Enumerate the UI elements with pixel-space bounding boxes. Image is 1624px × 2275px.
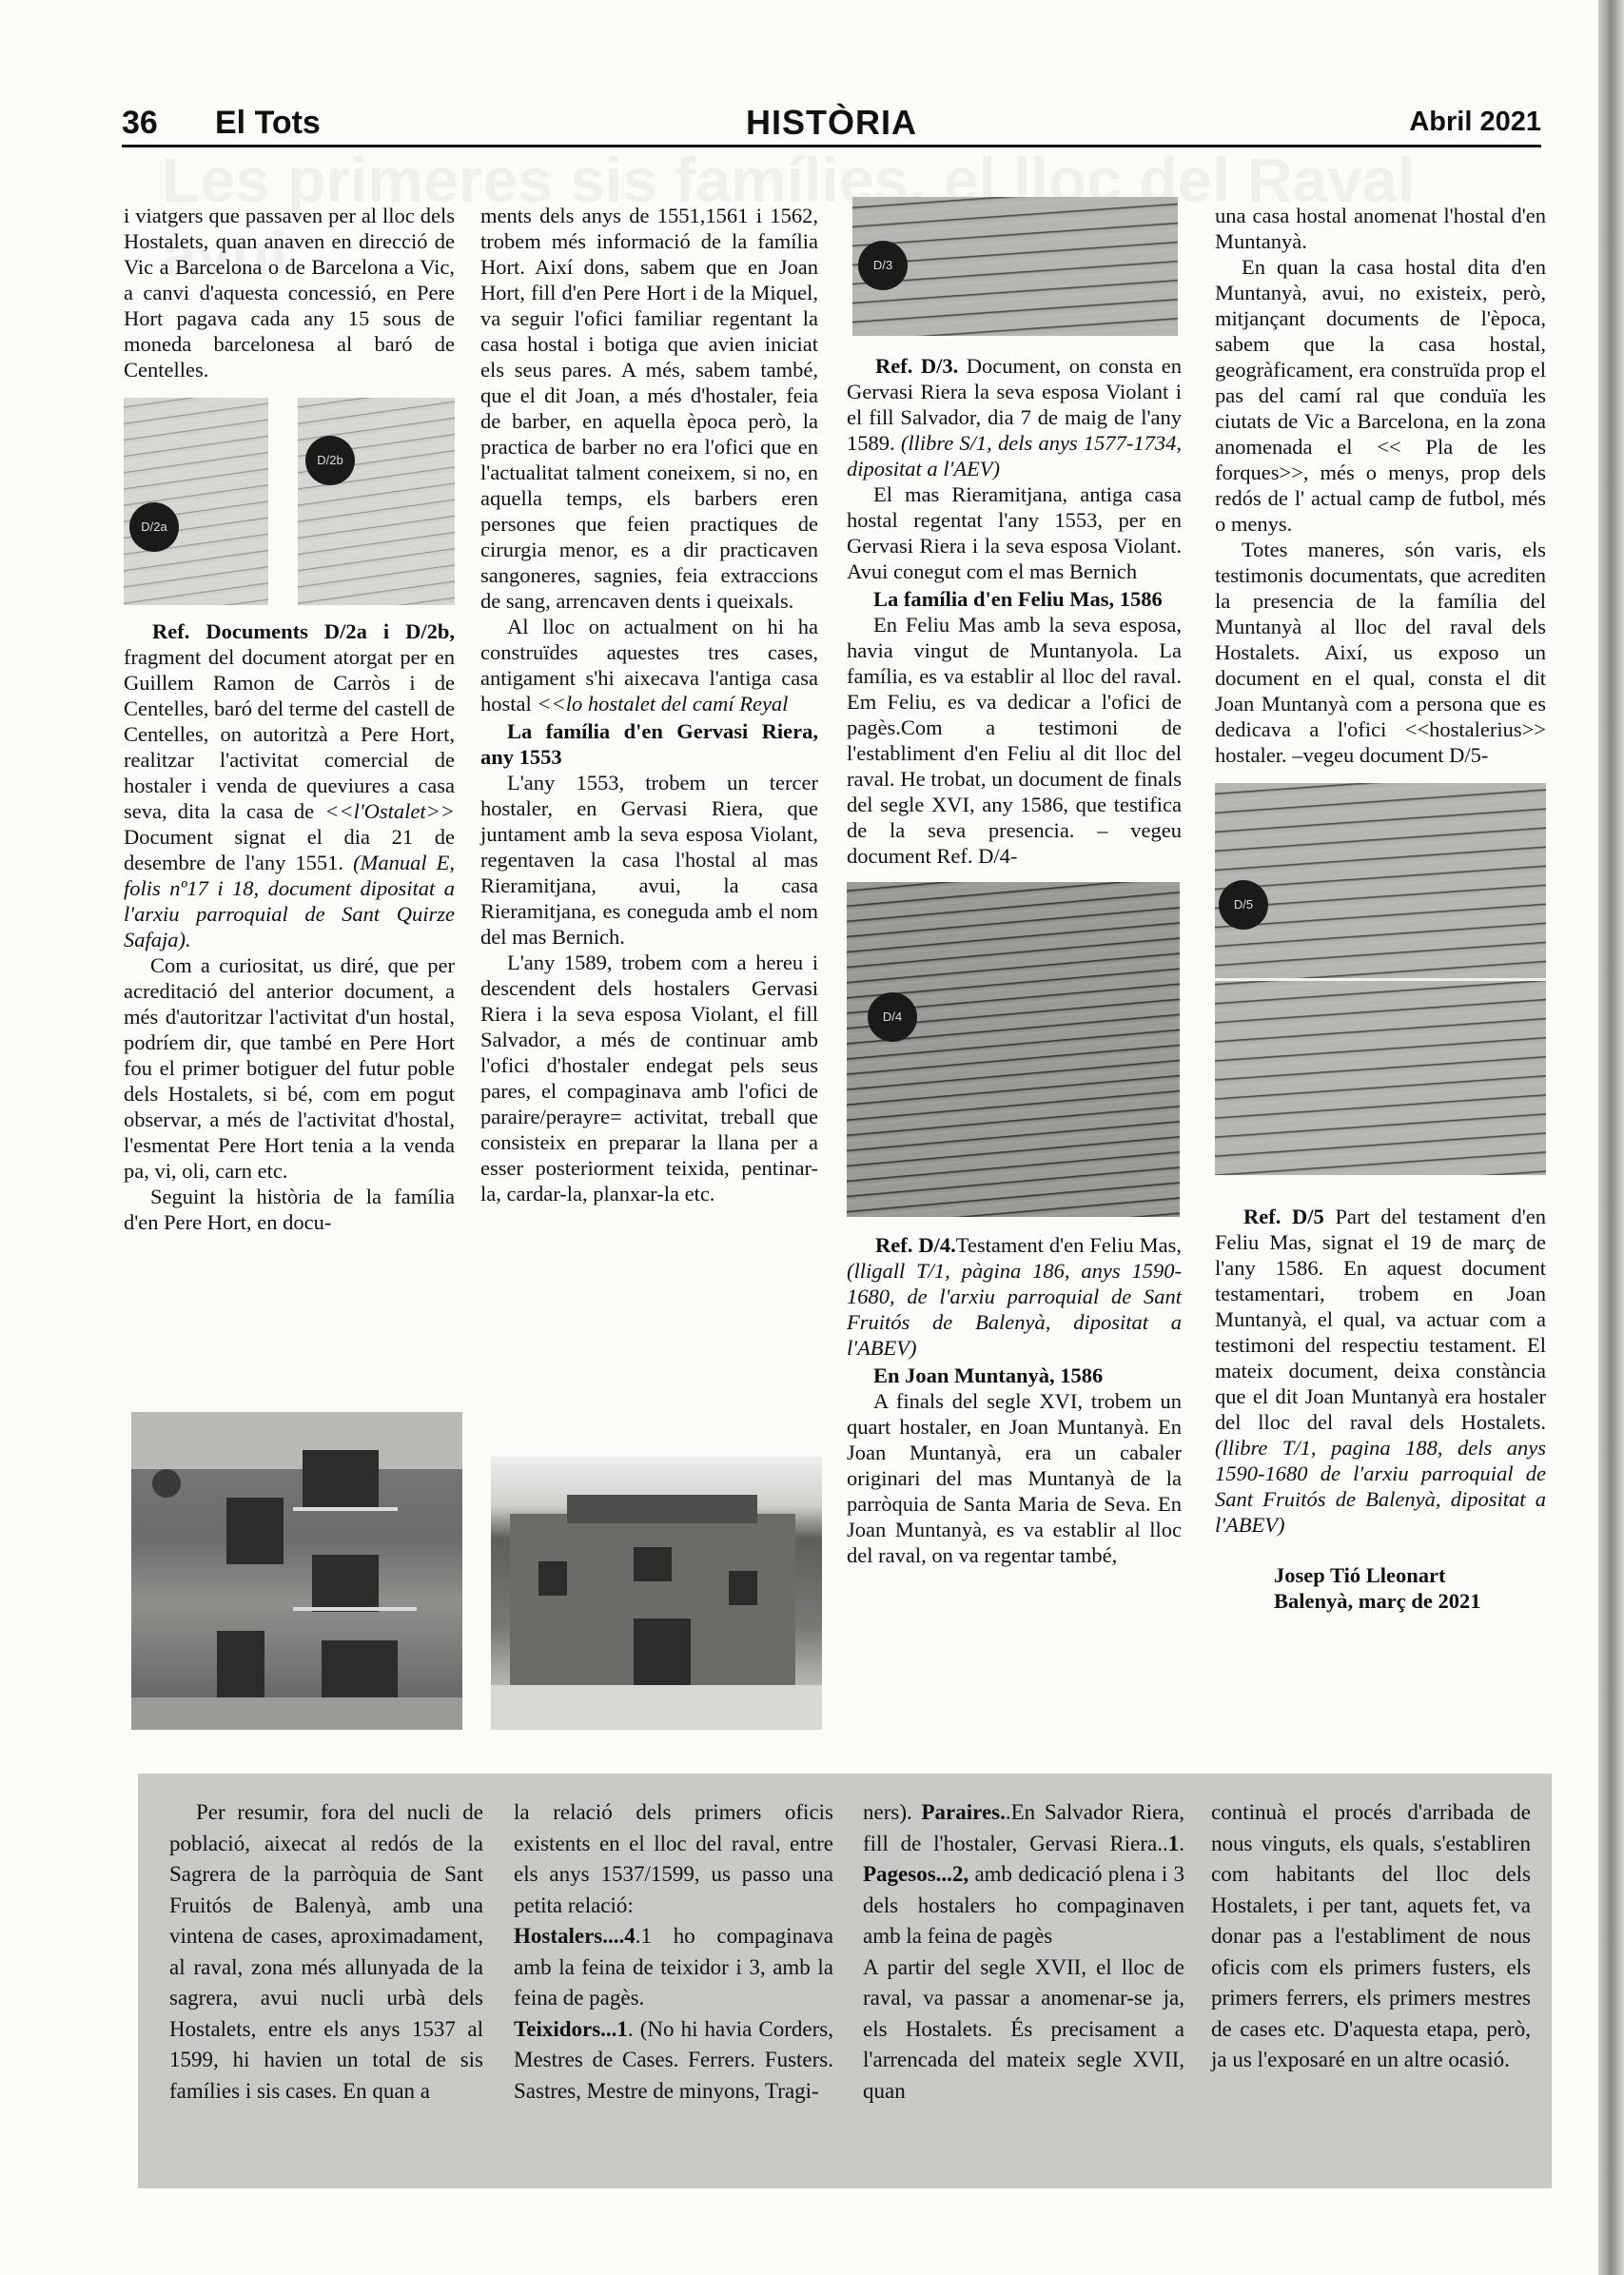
image-caption: Ref. D/4.Testament d'en Feliu Mas, (lligall T/1, pàgina 186, anys 1590-1680, de l'arxiu parroquial de Sant Fruitós de Balenyà, dipositat a l'ABEV): [847, 1233, 1182, 1360]
image-badge: D/2b: [305, 436, 355, 485]
document-d3-image: [852, 197, 1178, 336]
section-heading: La família d'en Gervasi Riera, any 1553: [480, 719, 818, 769]
paragraph: A partir del segle XVII, el lloc de raval, va passar a anomenar-se ja, els Hostalets. És precisament a l'arrencada del mateix segle XVII, quan: [863, 1954, 1184, 2103]
document-d2b-image: [298, 398, 455, 605]
author-place-date: Balenyà, març de 2021: [1274, 1589, 1481, 1613]
paragraph: El mas Rieramitjana, antiga casa hostal regentat l'any 1553, per en Gervasi Riera i la seva esposa Violant. Avui conegut com el mas Bernich: [847, 482, 1182, 583]
image-caption: Ref. Documents D/2a i D/2b, fragment del document atorgat per en Guillem Ramon de Carròs i de Centelles, baró del terme del castell de Centelles, on autoritzà a Pere Hort, realitzar l'activitat comercial de hostaler i venda de queviures a casa seva, dita la casa de <<l'Ostalet>> Document signat el dia 21 de desembre de l'any 1551. (Manual E, folis nº17 i 18, document dipositat a l'arxiu parroquial de Sant Quirze Safaja).: [124, 619, 455, 951]
magazine-spine: [1598, 0, 1624, 2275]
paragraph: L'any 1553, trobem un tercer hostaler, en Gervasi Riera, que juntament amb la seva esposa Violant, regentaven la casa l'hostal al mas Rieramitjana, avui, la casa Rieramitjana, es coneguda amb el nom del mas Bernich.: [480, 771, 818, 949]
image-badge: D/2a: [129, 502, 179, 552]
paragraph: L'any 1589, trobem com a hereu i descendent dels hostalers Gervasi Riera i la seva esposa Violant, el fill Salvador, a més de continuar amb l'ofici d'hostaler endegat pels seus pares, el compaginava amb l'ofici de paraire/perayre= activitat, treball que consisteix en preparar la llana per a esser posteriorment teixida, pentinar-la, cardar-la, planxar-la etc.: [480, 951, 818, 1206]
summary-column-1: [169, 1797, 483, 2107]
paragraph: En Feliu Mas amb la seva esposa, havia vingut de Muntanyola. La família, es va establir al lloc del raval. Em Feliu, es va dedicar a l'ofici de pagès.Com a testimoni de l'establiment d'en Feliu al dit lloc del raval. He trobat, un document de finals del segle XVI, any 1586, que testifica de la seva presencia. – vegeu document Ref. D/4-: [847, 613, 1182, 868]
paragraph: Totes maneres, són varis, els testimonis documentats, que acrediten la presencia de la família del Muntanyà al lloc del raval dels Hostalets. Així, us exposo un document en el qual, consta el dit Joan Muntanyà com a persona que es dedicava a l'ofici <<hostalerius>> hostaler. –vegeu document D/5-: [1215, 538, 1546, 767]
paragraph: continuà el procés d'arribada de nous vinguts, els quals, s'establiren com habitants del lloc dels Hostalets, i per tant, aquets fet, va donar pas a l'establiment de nous oficis com els primers fusters, els primers ferrers, els primers mestres de cases etc. D'aquesta etapa, però, ja us l'exposaré en un altre ocasió.: [1211, 1800, 1531, 2071]
paragraph: Per resumir, fora del nucli de població, aixecat al redós de la Sagrera de la parròquia de Sant Fruitós de Balenyà, amb una vintena de cases, aproximadament, al raval, zona més allunyada de la sagrera, avui nucli urbà dels Hostalets, entre els anys 1537 al 1599, hi havien un total de sis famílies i sis cases. En quan a: [169, 1800, 483, 2103]
paragraph: la relació dels primers oficis existents en el lloc del raval, entre els anys 1537/1599, us passo una petita relació:: [514, 1800, 833, 1917]
houses-photo: [131, 1412, 462, 1730]
mas-rieramitjana-photo: [491, 1457, 822, 1730]
article-column-3: [847, 203, 1182, 1568]
paragraph: En quan la casa hostal dita d'en Muntanyà, avui, no existeix, però, mitjançant documents de l'època, sabem que la casa hostal, geogràficament, era construïda prop el pas del camí ral que conduïa les ciutats de Vic a Barcelona, en la zona anomenada el << Pla de les forques>>, més o menys, prop dels redós de l' actual camp de futbol, més o menys.: [1215, 255, 1546, 536]
issue-date: Abril 2021: [1409, 107, 1541, 137]
image-badge: D/3: [858, 241, 908, 290]
document-d4-image: [847, 882, 1180, 1217]
paragraph: Al lloc on actualment on hi ha construïdes aquestes tres cases, antigament s'hi aixecava l'antiga casa hostal <<lo hostalet del camí Reyal: [480, 615, 818, 716]
document-d5-image: [1215, 783, 1546, 1175]
paragraph: Com a curiositat, us diré, que per acreditació del anterior document, a més d'autoritzar l'activitat d'un hostal, podríem dir, que també en Pere Hort fou el primer botiguer del futur poble dels Hostalets, si bé, com em pogut observar, a més de l'activitat d'hostal, l'esmentat Pere Hort tenia a la venda pa, vi, oli, carn etc.: [124, 953, 455, 1183]
image-badge: D/4: [868, 992, 917, 1042]
paragraph: i viatgers que passaven per al lloc dels Hostalets, quan anaven en direcció de Vic a Barcelona o de Barcelona a Vic, a canvi d'aquesta concessió, en Pere Hort pagava cada any 15 sous de moneda barcelonesa al baró de Centelles.: [124, 204, 455, 382]
paragraph: Hostalers....4.1 ho compaginava amb la feina de teixidor i 3, amb la feina de pagès.: [514, 1924, 833, 2010]
paragraph: A finals del segle XVI, trobem un quart hostaler, en Joan Muntanyà. En Joan Muntanyà, era un cabaler originari del mas Muntanyà de la parròquia de Santa Maria de Seva. En Joan Muntanyà, es va establir al lloc del raval, on va regentar també,: [847, 1389, 1182, 1567]
article-column-4: [1215, 203, 1546, 1614]
author-name: Josep Tió Lleonart: [1274, 1563, 1446, 1587]
paragraph: Teixidors...1. (No hi havia Corders, Mestres de Cases. Ferrers. Fusters. Sastres, Mestre de minyons, Tragi-: [514, 2016, 833, 2103]
magazine-title: El Tots: [215, 105, 321, 141]
document-d2a-image: [124, 398, 268, 605]
image-badge: D/5: [1219, 880, 1268, 930]
paragraph: ners). Paraires..En Salvador Riera, fill de l'hostaler, Gervasi Riera..1. Pagesos...2, amb dedicació plena i 3 dels hostalers ho compaginaven amb la feina de pagès: [863, 1800, 1184, 1948]
paragraph: ments dels anys de 1551,1561 i 1562, trobem més informació de la família Hort. Així dons, sabem que en Joan Hort, fill d'en Pere Hort i de la Miquel, va seguir l'ofici familiar regentant la casa hostal i botiga que avien iniciat els seus pares. A més, sabem també, que el dit Joan, a més d'hostaler, feia de barber, en aquella època però, la practica de barber no era l'ofici que en l'actualitat talment coneixem, si no, en aquella temps, els barbers eren persones que feien practiques de cirurgia menor, es a dir practicaven sangoneres, sagnies, feia extraccions de sang, arrencaven dents i queixals.: [480, 204, 818, 613]
summary-column-2: [514, 1797, 833, 2107]
image-caption: Ref. D/5 Part del testament d'en Feliu Mas, signat el 19 de març de l'any 1586. En aquest document testamentari, trobem en Joan Muntanyà, el qual, va actuar com a testimoni del respectiu testament. El mateix document, deixa constància que el dit Joan Muntanyà era hostaler del lloc del raval dels Hostalets. (llibre T/1, pagina 188, dels anys 1590-1680 de l'arxiu parroquial de Sant Fruitós de Balenyà, dipositat a l'ABEV): [1215, 1205, 1546, 1537]
summary-column-3: [863, 1797, 1184, 2107]
document-images-d2: [124, 398, 455, 605]
article-column-1: [124, 203, 455, 1235]
paragraph: Seguint la història de la família d'en Pere Hort, en docu-: [124, 1185, 455, 1234]
article-column-2: [480, 203, 818, 1206]
section-heading: La família d'en Feliu Mas, 1586: [873, 587, 1163, 611]
page-number: 36: [122, 105, 158, 141]
section-title: HISTÒRIA: [745, 103, 917, 142]
summary-column-4: [1211, 1797, 1531, 2076]
section-heading: En Joan Muntanyà, 1586: [873, 1363, 1104, 1387]
page-header: [122, 101, 1541, 147]
paragraph: una casa hostal anomenat l'hostal d'en Muntanyà.: [1215, 204, 1546, 253]
image-caption: Ref. D/3. Document, on consta en Gervasi Riera la seva esposa Violant i el fill Salvador, dia 7 de maig de l'any 1589. (llibre S/1, dels anys 1577-1734, dipositat a l'AEV): [847, 354, 1183, 480]
